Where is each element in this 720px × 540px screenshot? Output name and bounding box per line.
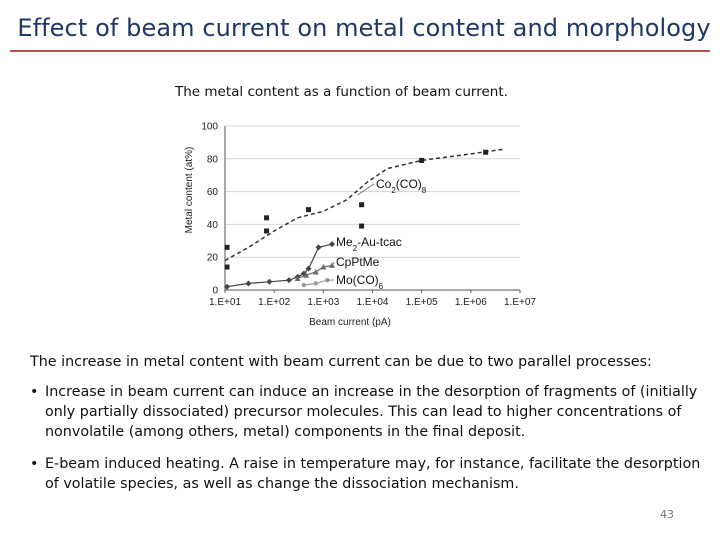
data-point [306, 207, 311, 212]
data-point [245, 280, 251, 286]
x-tick-label: 1.E+06 [454, 297, 487, 308]
bullet-text: Increase in beam current can induce an increase in the desorption of fragments of (initially only partially dissociated) precursor molecules. This can lead to higher concentrations of nonvolatile (among others, metal) components in the final deposit. [45, 384, 698, 440]
bullet-symbol: • [30, 456, 39, 472]
y-tick-label: 40 [206, 219, 218, 231]
bullet-item [30, 382, 710, 442]
data-point [359, 202, 364, 207]
data-point [419, 158, 424, 163]
data-point [264, 215, 269, 220]
data-point [302, 283, 306, 287]
x-tick-label: 1.E+01 [209, 297, 241, 308]
x-tick-label: 1.E+04 [356, 297, 389, 308]
data-point [483, 150, 488, 155]
data-point [266, 279, 272, 285]
bullet-text: E-beam induced heating. A raise in temperature may, for instance, facilitate the desorption of volatile species, as well as change the dissociation mechanism. [45, 456, 701, 492]
metal-content-chart [178, 112, 538, 332]
slide-title: Effect of beam current on metal content and morphology [17, 14, 711, 42]
data-point [225, 245, 230, 250]
series-label: $Me_2-Au$-tcac [336, 235, 402, 253]
data-point [316, 244, 322, 250]
page-number: 43 [660, 508, 674, 521]
y-tick-label: 60 [206, 187, 218, 199]
data-point [264, 228, 269, 233]
series-label: $Co_2(CO)_8$ [376, 177, 427, 195]
data-point [313, 269, 319, 275]
x-tick-label: 1.E+07 [504, 297, 536, 308]
data-point [225, 265, 230, 270]
title-divider [10, 50, 710, 52]
bullet-symbol: • [30, 384, 39, 400]
y-tick-label: 20 [206, 252, 218, 264]
y-tick-label: 100 [201, 121, 218, 133]
y-tick-label: 0 [212, 285, 218, 297]
x-tick-label: 1.E+05 [405, 297, 438, 308]
data-point [314, 281, 318, 285]
series-label: $Mo(CO)_6$ [336, 273, 384, 291]
x-axis-title: Beam current (pA) [309, 317, 391, 328]
y-axis-title: Metal content (at%) [184, 146, 195, 234]
series-label: CpPtMe [336, 255, 380, 269]
x-tick-label: 1.E+03 [307, 297, 340, 308]
bullet-item [30, 454, 710, 494]
data-point [359, 224, 364, 229]
y-tick-label: 80 [206, 154, 218, 166]
intro-paragraph: The increase in metal content with beam current can be due to two parallel processes: [30, 354, 652, 370]
annotation-leader [358, 184, 374, 195]
x-tick-label: 1.E+02 [258, 297, 291, 308]
series-line [227, 244, 332, 287]
chart-caption: The metal content as a function of beam current. [175, 84, 508, 100]
data-point [286, 277, 292, 283]
